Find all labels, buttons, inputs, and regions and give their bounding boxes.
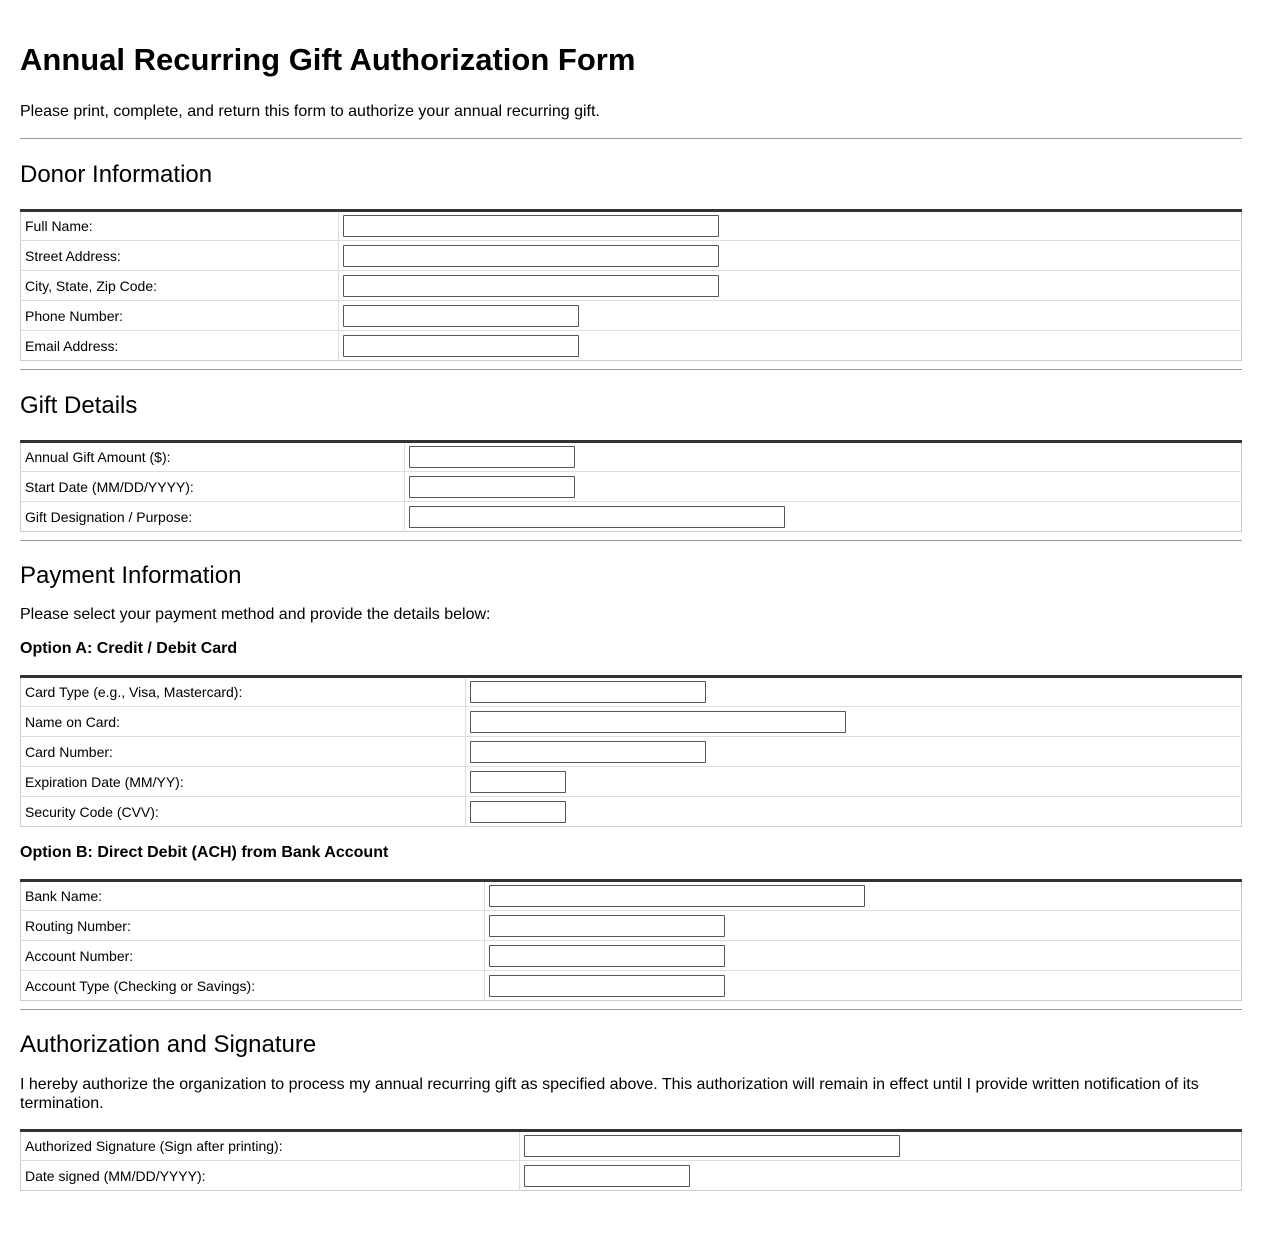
city-state-zip-input[interactable] [343,275,719,297]
email-address-input[interactable] [343,335,579,357]
table-row [21,881,1242,911]
payment-heading: Payment Information [20,562,242,589]
card-table [20,675,1242,827]
table-row [21,1161,1242,1191]
expiration-date-input[interactable] [470,771,566,793]
account-type-input[interactable] [489,975,725,997]
gift-amount-input[interactable] [409,446,575,468]
table-row [21,211,1242,241]
table-row [21,472,1242,502]
divider [20,369,1242,370]
field-label-signature: Authorized Signature (Sign after printing): [21,1131,520,1161]
table-row [21,911,1242,941]
name-on-card-input[interactable] [470,711,846,733]
signature-table [20,1129,1242,1191]
field-label-full-name: Full Name: [21,211,339,241]
table-row [21,331,1242,361]
divider [20,1009,1242,1010]
field-label-name-on-card: Name on Card: [21,707,466,737]
table-row [21,1131,1242,1161]
bank-name-input[interactable] [489,885,865,907]
table-row [21,502,1242,532]
table-row [21,707,1242,737]
table-row [21,737,1242,767]
divider [20,138,1242,139]
field-label-card-type: Card Type (e.g., Visa, Mastercard): [21,677,466,707]
option-b-heading: Option B: Direct Debit (ACH) from Bank Account [20,844,389,861]
field-label-start-date: Start Date (MM/DD/YYYY): [21,472,405,502]
field-label-security-code: Security Code (CVV): [21,797,466,827]
card-number-input[interactable] [470,741,706,763]
field-label-account-type: Account Type (Checking or Savings): [21,971,485,1001]
full-name-input[interactable] [343,215,719,237]
table-row [21,767,1242,797]
field-label-gift-designation: Gift Designation / Purpose: [21,502,405,532]
security-code-input[interactable] [470,801,566,823]
routing-number-input[interactable] [489,915,725,937]
date-signed-input[interactable] [524,1165,690,1187]
table-row [21,442,1242,472]
payment-instruction: Please select your payment method and provide the details below: [20,606,491,623]
field-label-street-address: Street Address: [21,241,339,271]
authorization-heading: Authorization and Signature [20,1031,317,1058]
gift-heading: Gift Details [20,392,138,419]
street-address-input[interactable] [343,245,719,267]
signature-input[interactable] [524,1135,900,1157]
field-label-phone-number: Phone Number: [21,301,339,331]
field-label-date-signed: Date signed (MM/DD/YYYY): [21,1161,520,1191]
field-label-email-address: Email Address: [21,331,339,361]
field-label-card-number: Card Number: [21,737,466,767]
account-number-input[interactable] [489,945,725,967]
field-label-account-number: Account Number: [21,941,485,971]
field-label-expiration-date: Expiration Date (MM/YY): [21,767,466,797]
bank-table [20,879,1242,1001]
card-type-input[interactable] [470,681,706,703]
authorization-text: I hereby authorize the organization to process my annual recurring gift as specified above. This authorization will remain in effect until I provide written notification of its termination. [20,1076,1199,1112]
field-label-bank-name: Bank Name: [21,881,485,911]
field-label-gift-amount: Annual Gift Amount ($): [21,442,405,472]
table-row [21,971,1242,1001]
donor-table [20,209,1242,361]
table-row [21,271,1242,301]
table-row [21,241,1242,271]
gift-table [20,440,1242,532]
field-label-city-state-zip: City, State, Zip Code: [21,271,339,301]
table-row [21,677,1242,707]
divider [20,540,1242,541]
field-label-routing-number: Routing Number: [21,911,485,941]
table-row [21,301,1242,331]
donor-heading: Donor Information [20,161,213,188]
page-title: Annual Recurring Gift Authorization Form [20,42,636,77]
start-date-input[interactable] [409,476,575,498]
phone-number-input[interactable] [343,305,579,327]
table-row [21,797,1242,827]
intro-text: Please print, complete, and return this form to authorize your annual recurring gift. [20,103,600,120]
gift-designation-input[interactable] [409,506,785,528]
option-a-heading: Option A: Credit / Debit Card [20,640,238,657]
table-row [21,941,1242,971]
